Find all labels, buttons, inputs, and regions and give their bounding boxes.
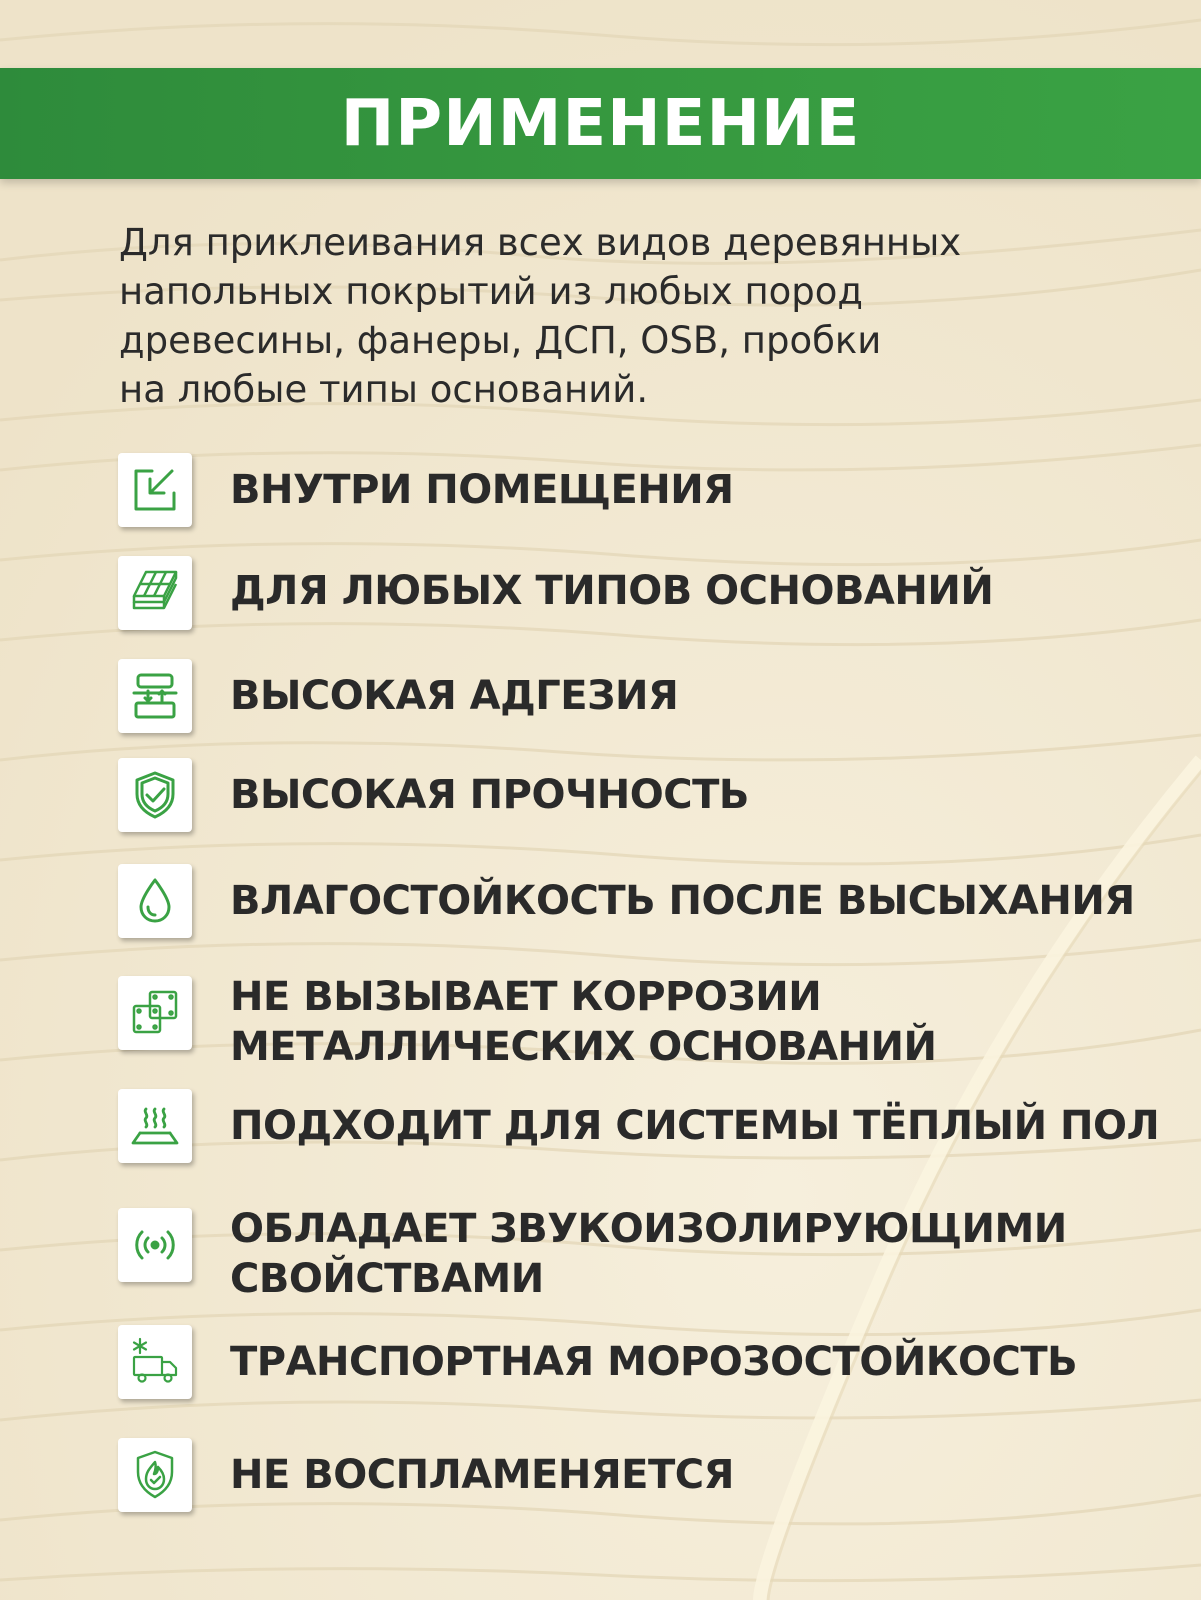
intro-text (119, 218, 1119, 414)
feature-label: ВЛАГОСТОЙКОСТЬ ПОСЛЕ ВЫСЫХАНИЯ (230, 878, 1135, 924)
intro-line: Для приклеивания всех видов деревянных (119, 221, 962, 264)
feature-adhesion (118, 659, 1188, 739)
adhesion-icon (118, 659, 192, 733)
feature-label: ВНУТРИ ПОМЕЩЕНИЯ (230, 467, 734, 513)
feature-sound-insulation (118, 1208, 1188, 1308)
feature-indoor (118, 453, 1188, 533)
feature-label: ОБЛАДАЕТ ЗВУКОИЗОЛИРУЮЩИМИ СВОЙСТВАМИ (230, 1206, 1067, 1302)
feature-label: НЕ ВЫЗЫВАЕТ КОРРОЗИИ МЕТАЛЛИЧЕСКИХ ОСНОВАНИЙ (230, 974, 937, 1070)
feature-heated-floor (118, 1089, 1188, 1169)
page-title: ПРИМЕНЕНИЕ (340, 86, 861, 161)
feature-moisture (118, 864, 1188, 944)
feature-non-flammable (118, 1438, 1188, 1518)
feature-label: ТРАНСПОРТНАЯ МОРОЗОСТОЙКОСТЬ (230, 1339, 1078, 1385)
feature-strength (118, 758, 1188, 838)
intro-line: на любые типы оснований. (119, 368, 649, 411)
indoor-icon (118, 453, 192, 527)
frost-truck-icon (118, 1325, 192, 1399)
floor-layers-icon (118, 556, 192, 630)
sound-waves-icon (118, 1208, 192, 1282)
water-drop-icon (118, 864, 192, 938)
shield-check-icon (118, 758, 192, 832)
intro-line: древесины, фанеры, ДСП, OSB, пробки (119, 319, 882, 362)
feature-label: ВЫСОКАЯ АДГЕЗИЯ (230, 673, 679, 719)
feature-frost-resistance (118, 1325, 1188, 1405)
feature-label: ВЫСОКАЯ ПРОЧНОСТЬ (230, 772, 749, 818)
heated-floor-icon (118, 1089, 192, 1163)
feature-label: ДЛЯ ЛЮБЫХ ТИПОВ ОСНОВАНИЙ (230, 568, 994, 614)
intro-line: напольных покрытий из любых пород (119, 270, 863, 313)
header-banner (0, 68, 1201, 179)
feature-label: ПОДХОДИТ ДЛЯ СИСТЕМЫ ТЁПЛЫЙ ПОЛ (230, 1103, 1160, 1149)
feature-no-corrosion (118, 976, 1188, 1076)
feature-label: НЕ ВОСПЛАМЕНЯЕТСЯ (230, 1452, 734, 1498)
fire-safe-icon (118, 1438, 192, 1512)
feature-any-base (118, 556, 1188, 636)
metal-plates-icon (118, 976, 192, 1050)
